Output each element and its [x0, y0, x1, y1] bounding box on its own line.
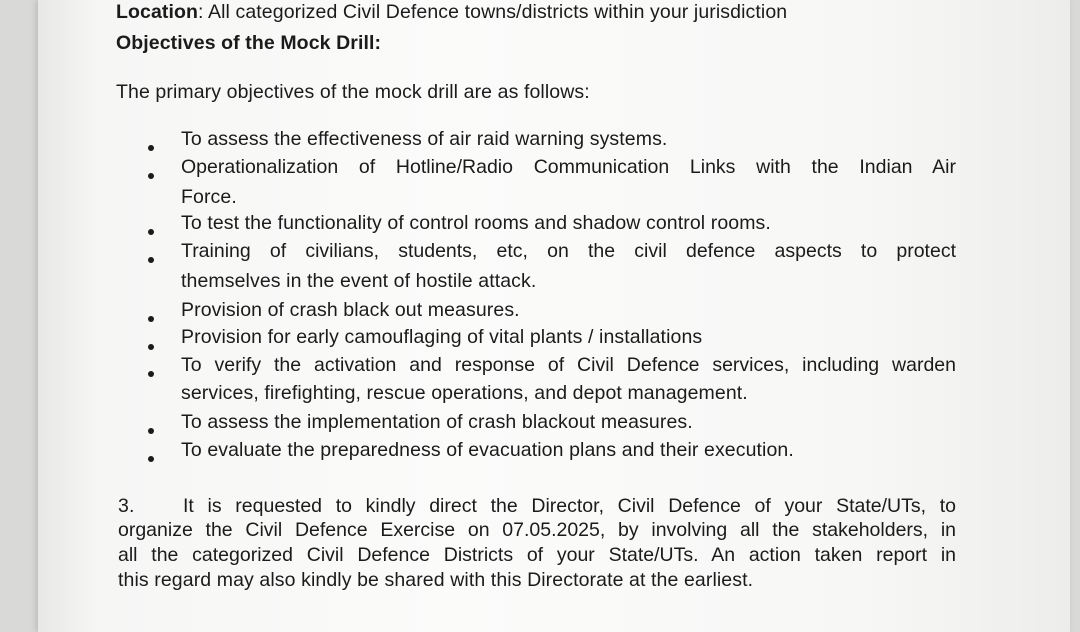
objective-item: To test the functionality of control rooms and shadow control rooms. — [181, 212, 771, 234]
objective-item-continuation: themselves in the event of hostile attack. — [181, 270, 537, 292]
objective-item: To assess the effectiveness of air raid warning systems. — [181, 128, 668, 150]
location-value: : All categorized Civil Defence towns/districts within your jurisdiction — [198, 1, 788, 23]
paragraph-line: It is requested to kindly direct the Director, Civil Defence of your State/UTs, to — [183, 495, 956, 517]
objectives-intro: The primary objectives of the mock drill are as follows: — [116, 81, 590, 103]
objective-item-continuation: Force. — [181, 186, 237, 208]
bullet-marker — [148, 344, 154, 350]
objective-item: To verify the activation and response of Civil Defence services, including warden — [181, 354, 956, 376]
bullet-marker — [148, 173, 154, 179]
bullet-marker — [148, 456, 154, 462]
objective-item: Training of civilians, students, etc, on the civil defence aspects to protect — [181, 240, 956, 262]
objective-item: Operationalization of Hotline/Radio Communication Links with the Indian Air — [181, 156, 956, 178]
paragraph-line: organize the Civil Defence Exercise on 07.05.2025, by involving all the stakeholders, in — [118, 519, 956, 541]
bullet-marker — [148, 316, 154, 322]
location-label: Location — [116, 1, 199, 23]
objective-item: To assess the implementation of crash blackout measures. — [181, 411, 693, 433]
location-line — [116, 0, 787, 24]
paragraph-line: all the categorized Civil Defence Districts of your State/UTs. An action taken report in — [118, 544, 956, 566]
objectives-heading: Objectives of the Mock Drill: — [116, 32, 382, 54]
bullet-marker — [148, 145, 154, 151]
bullet-marker — [148, 229, 154, 235]
objective-item: Provision of crash black out measures. — [181, 299, 520, 321]
paragraph-line: this regard may also kindly be shared with this Directorate at the earliest. — [118, 569, 754, 591]
paragraph-number: 3. — [118, 495, 135, 517]
bullet-marker — [148, 371, 154, 377]
objective-item: Provision for early camouflaging of vital plants / installations — [181, 326, 703, 348]
objective-item: To evaluate the preparedness of evacuation plans and their execution. — [181, 439, 794, 461]
bullet-marker — [148, 257, 154, 263]
objective-item-continuation: services, firefighting, rescue operations, and depot management. — [181, 382, 748, 404]
bullet-marker — [148, 428, 154, 434]
